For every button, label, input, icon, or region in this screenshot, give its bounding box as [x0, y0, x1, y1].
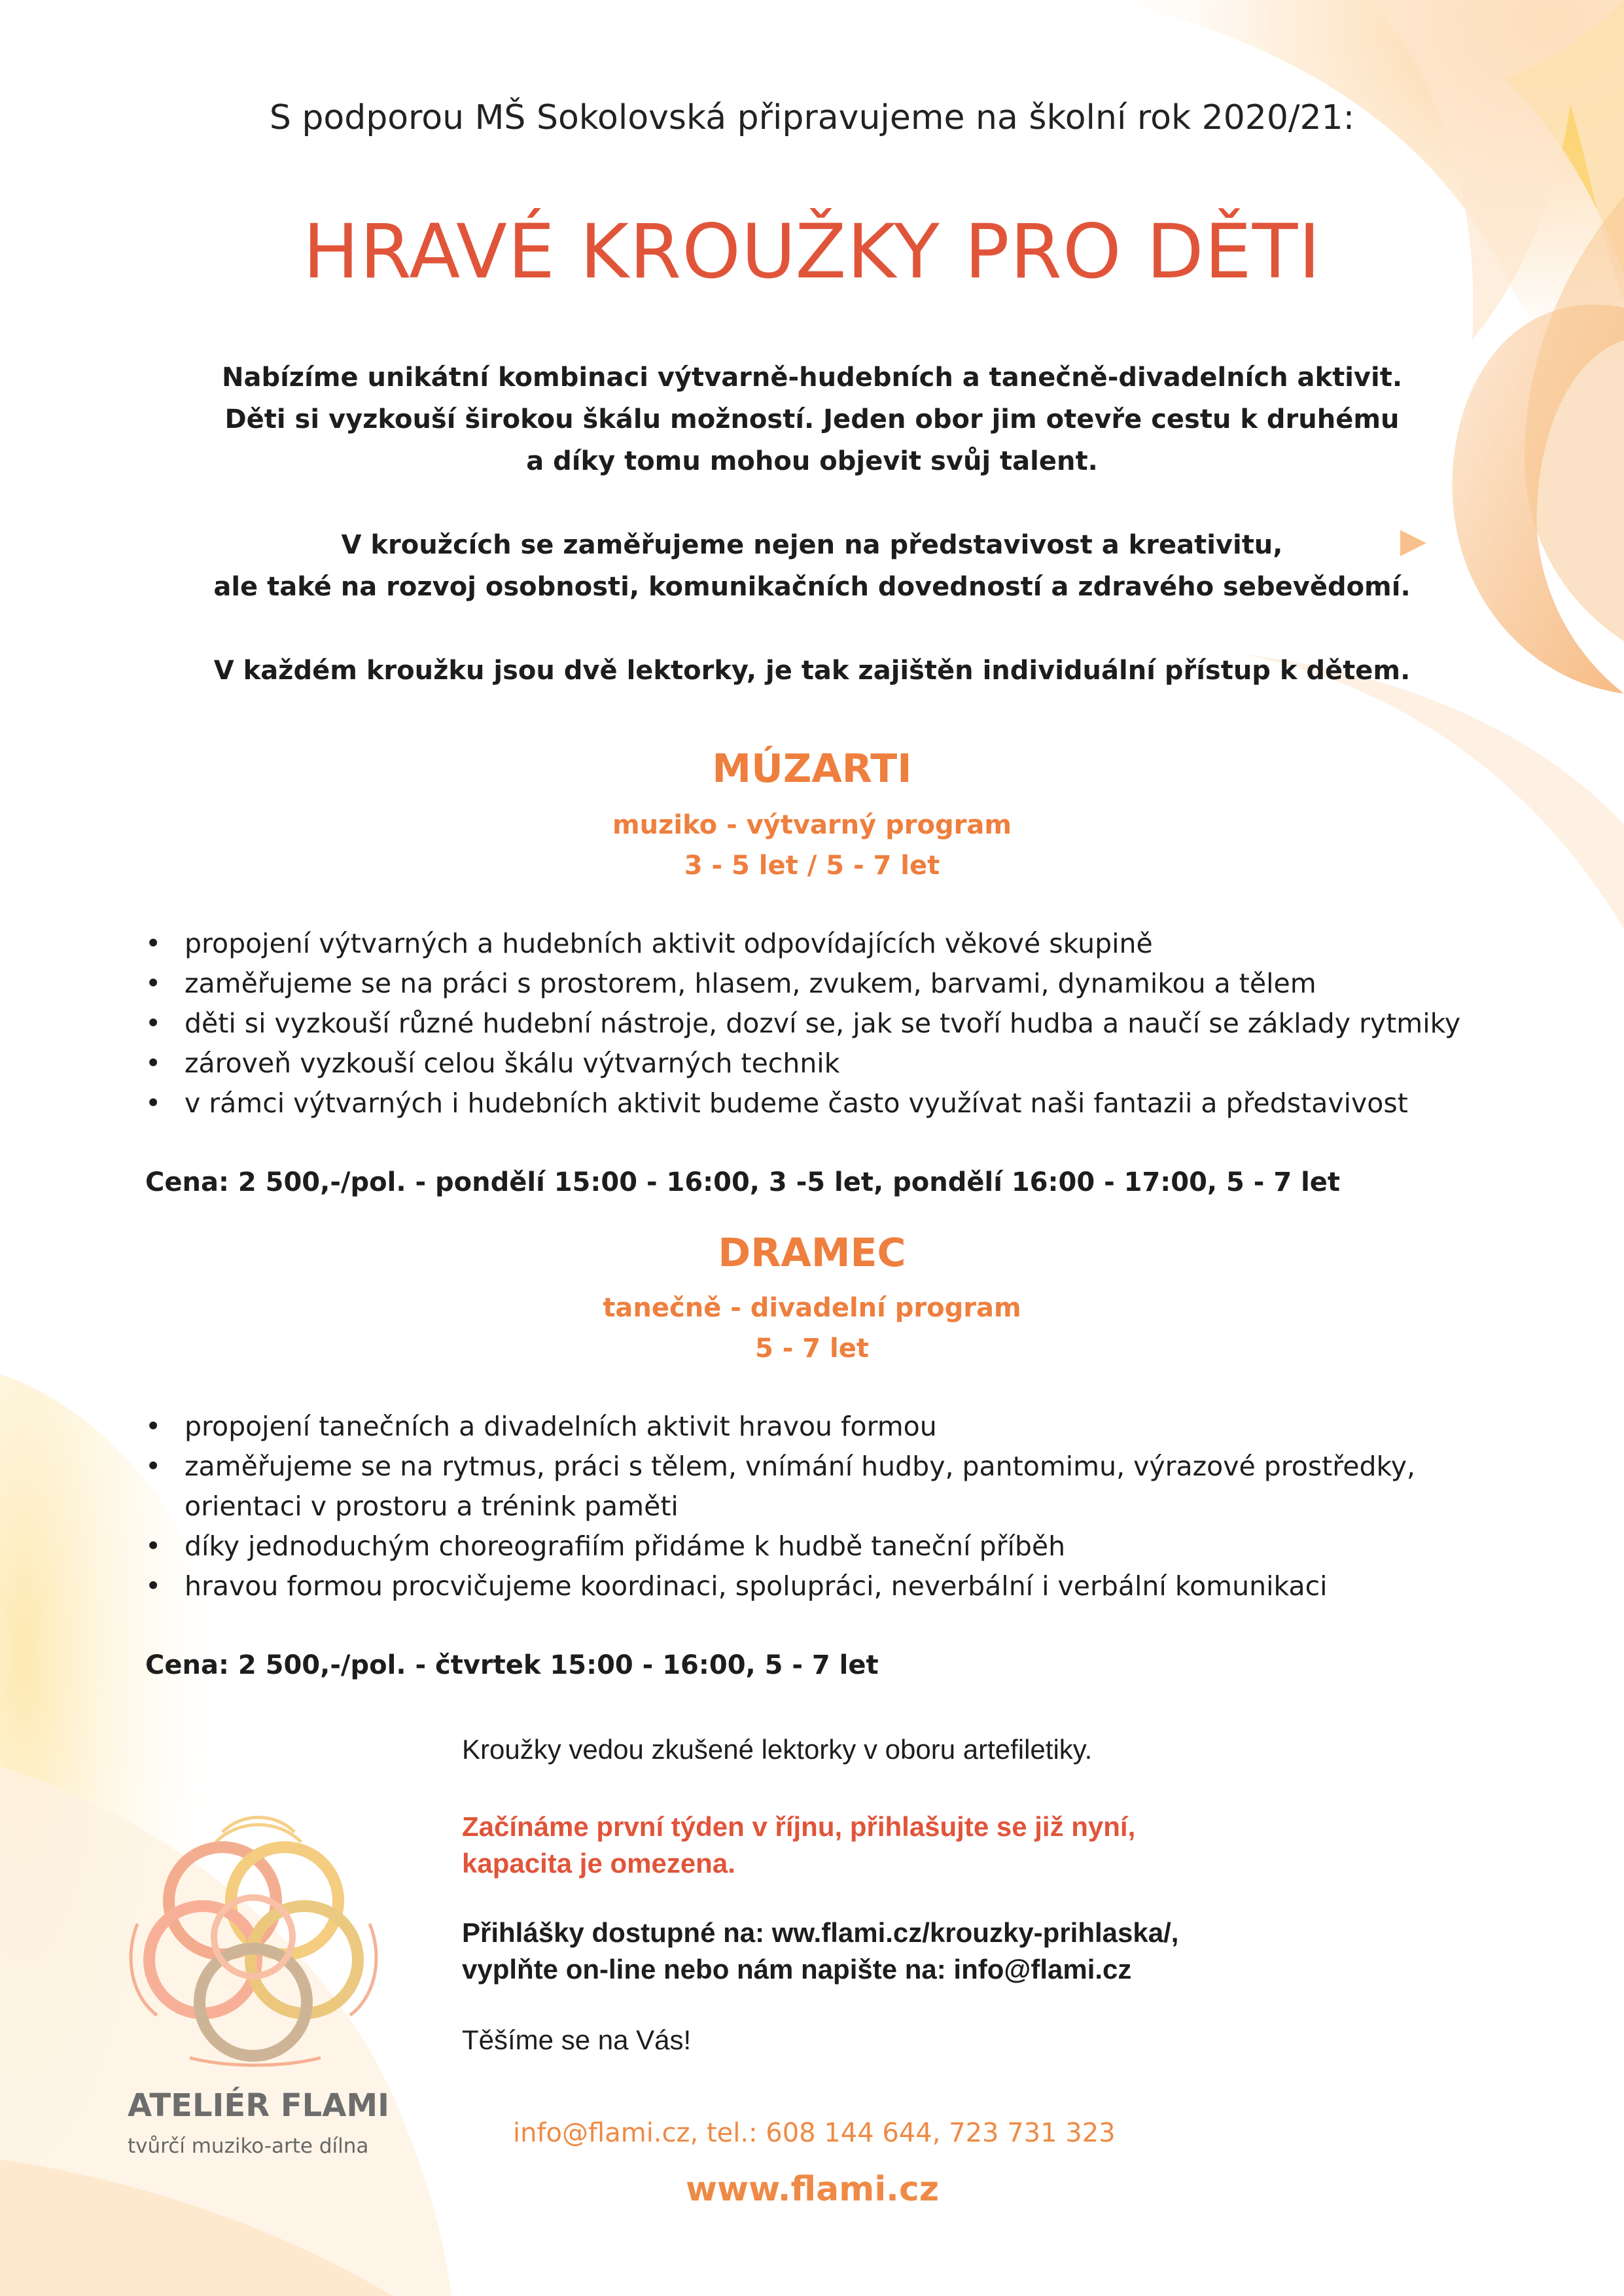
- intro-paragraph-3: V každém kroužku jsou dvě lektorky, je tak zajištěn individuální přístup k dětem.: [213, 656, 1411, 686]
- lectors-note: Kroužky vedou zkušené lektorky v oboru artefiletiky.: [462, 1734, 1093, 1765]
- muzarti-title: MÚZARTI: [712, 746, 912, 792]
- list-item: • zároveň vyzkouší celou škálu výtvarných technik: [145, 1044, 1519, 1084]
- list-item: • propojení výtvarných a hudebních aktivit odpovídajících věkové skupině: [145, 924, 1519, 964]
- list-item: • zaměřujeme se na práci s prostorem, hlasem, zvukem, barvami, dynamikou a tělem: [145, 964, 1519, 1004]
- list-item: • zaměřujeme se na rytmus, práci s tělem, vnímání hudby, pantomimu, výrazové prostředky, orientaci v prostoru a trénink paměti: [145, 1447, 1493, 1527]
- intro-paragraph-1: Nabízíme unikátní kombinaci výtvarně-hudebních a tanečně-divadelních aktivit. Děti si vyzkouší širokou škálu možností. Jeden obor jim otevře cestu k druhému a díky tomu mohou objevit svůj talent.: [221, 362, 1403, 476]
- support-line: S podporou MŠ Sokolovská připravujeme na školní rok 2020/21:: [269, 98, 1355, 137]
- dramec-subtitle: tanečně - divadelní program: [603, 1293, 1021, 1323]
- intro-text: [0, 357, 1624, 733]
- website-link[interactable]: www.flami.cz: [686, 2170, 940, 2209]
- muzarti-bullet-list: [145, 924, 1519, 1123]
- logo-tagline: tvůrčí muziko-arte dílna: [128, 2134, 369, 2158]
- logo-name: ATELIÉR FLAMI: [128, 2087, 390, 2124]
- dramec-bullet-list: [145, 1407, 1493, 1606]
- closing-line: Těšíme se na Vás!: [462, 2024, 692, 2055]
- muzarti-ages: 3 - 5 let / 5 - 7 let: [684, 851, 940, 881]
- muzarti-price: Cena: 2 500,-/pol. - pondělí 15:00 - 16:00, 3 -5 let, pondělí 16:00 - 17:00, 5 - 7 let: [145, 1167, 1341, 1197]
- page-title: HRAVÉ KROUŽKY PRO DĚTI: [302, 208, 1322, 295]
- atelier-flami-logo: [111, 1806, 399, 2068]
- dramec-price: Cena: 2 500,-/pol. - čtvrtek 15:00 - 16:00, 5 - 7 let: [145, 1650, 879, 1680]
- dramec-ages: 5 - 7 let: [754, 1333, 869, 1364]
- dramec-title: DRAMEC: [718, 1230, 906, 1276]
- list-item: • hravou formou procvičujeme koordinaci, spolupráci, neverbální i verbální komunikaci: [145, 1566, 1493, 1606]
- application-info: Přihlášky dostupné na: ww.flami.cz/krouzky-prihlaska/, vyplňte on-line nebo nám napište na: info@flami.cz: [462, 1917, 1179, 1985]
- muzarti-subtitle: muziko - výtvarný program: [612, 810, 1012, 840]
- list-item: • děti si vyzkouší různé hudební nástroje, dozví se, jak se tvoří hudba a naučí se základy rytmiky: [145, 1004, 1519, 1044]
- list-item: • díky jednoduchým choreografiím přidáme k hudbě taneční příběh: [145, 1527, 1493, 1566]
- contact-line: info@flami.cz, tel.: 608 144 644, 723 731 323: [513, 2118, 1116, 2148]
- start-notice: Začínáme první týden v říjnu, přihlašujte se již nyní, kapacita je omezena.: [462, 1811, 1136, 1879]
- intro-paragraph-2: V kroužcích se zaměřujeme nejen na představivost a kreativitu, ale také na rozvoj osobnosti, komunikačních dovedností a zdravého sebevědomí.: [213, 530, 1411, 602]
- list-item: • propojení tanečních a divadelních aktivit hravou formou: [145, 1407, 1493, 1447]
- list-item: • v rámci výtvarných i hudebních aktivit budeme často využívat naši fantazii a představivost: [145, 1084, 1519, 1123]
